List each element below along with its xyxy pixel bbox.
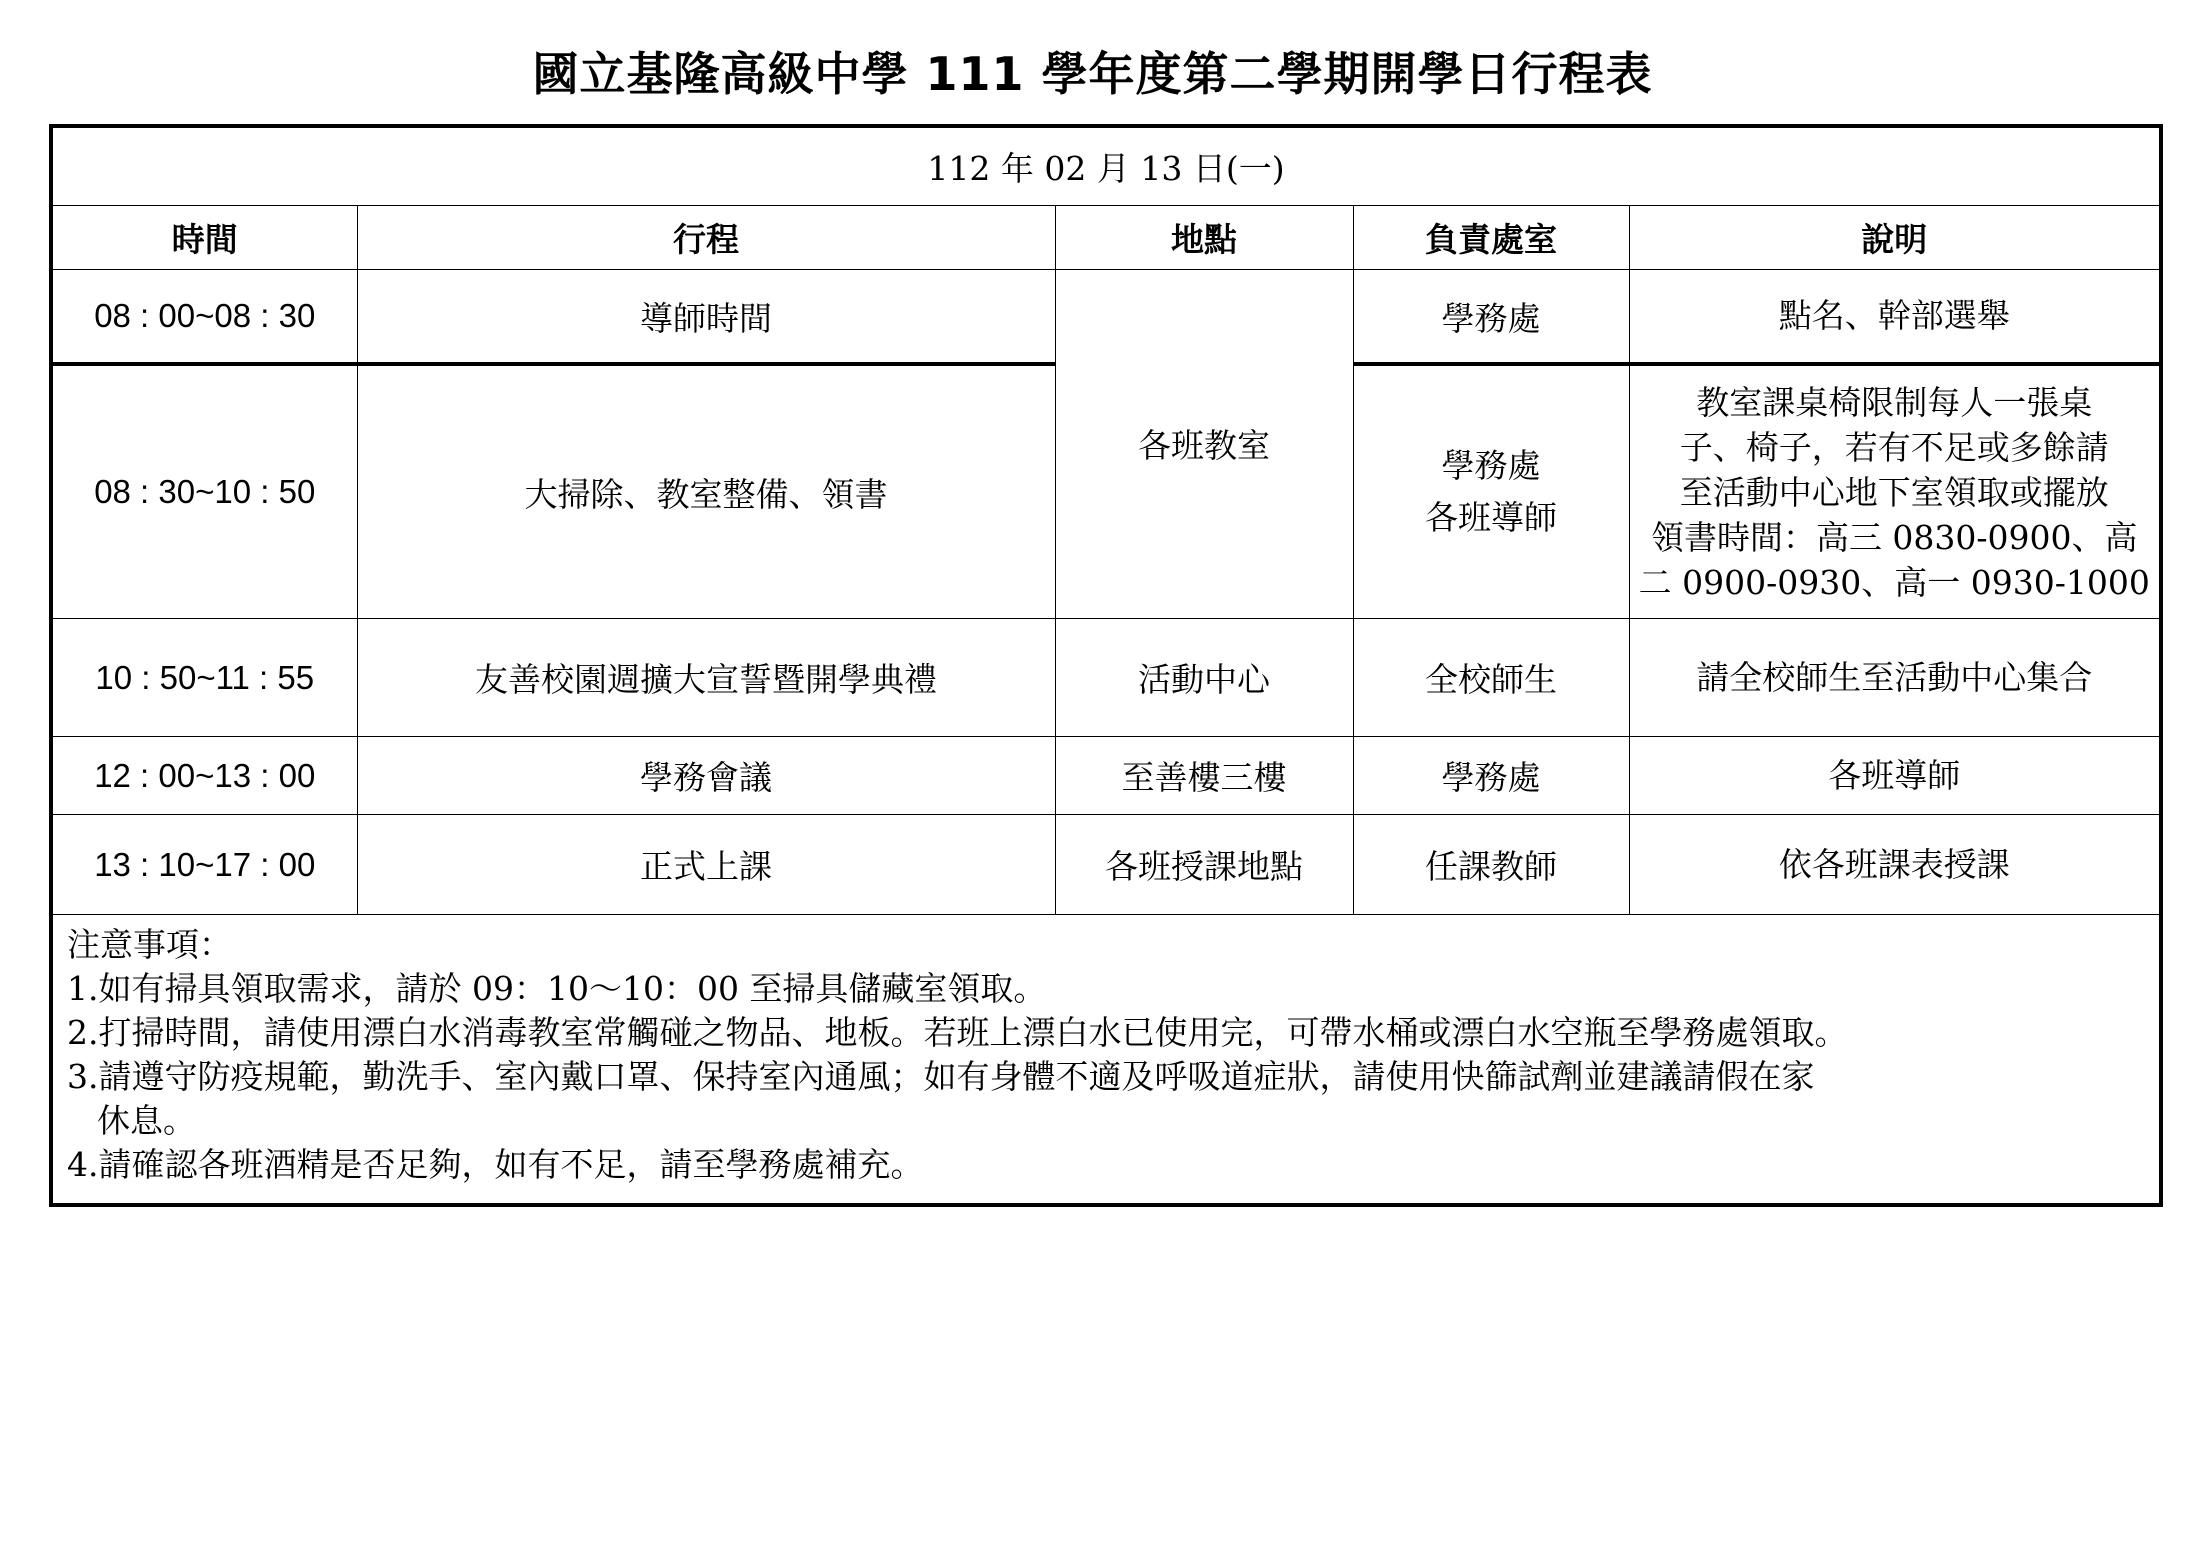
row-time: 08 : 30~10 : 50 <box>51 364 357 619</box>
note-line: 子、椅子，若有不足或多餘請 <box>1679 427 2109 467</box>
office-line: 學務處 <box>1441 446 1541 485</box>
row-office: 全校師生 <box>1353 619 1629 737</box>
notes-item: 2.打掃時間，請使用漂白水消毒教室常觸碰之物品、地板。若班上漂白水已使用完，可帶水桶或漂白水空瓶至學務處領取。 <box>67 1013 1848 1052</box>
note-line: 教室課桌椅限制每人一張桌 <box>1696 382 2093 422</box>
notes-item: 3.請遵守防疫規範，勤洗手、室內戴口罩、保持室內通風；如有身體不適及呼吸道症狀，請使用快篩試劑並建議請假在家 <box>67 1057 1815 1096</box>
row-activity: 友善校園週擴大宣誓暨開學典禮 <box>357 619 1055 737</box>
row-location: 至善樓三樓 <box>1055 737 1353 815</box>
header-office: 負責處室 <box>1353 206 1629 270</box>
row-office <box>1353 364 1629 619</box>
row-note: 請全校師生至活動中心集合 <box>1629 619 2161 737</box>
schedule-date: 112 年 02 月 13 日(一) <box>51 126 2161 206</box>
row-time: 13 : 10~17 : 00 <box>51 815 357 915</box>
row-note: 各班導師 <box>1629 737 2161 815</box>
schedule-table <box>49 124 2163 1207</box>
header-activity: 行程 <box>357 206 1055 270</box>
row-note: 依各班課表授課 <box>1629 815 2161 915</box>
row-location: 活動中心 <box>1055 619 1353 737</box>
notes-item: 4.請確認各班酒精是否足夠，如有不足，請至學務處補充。 <box>67 1145 924 1184</box>
row-office: 任課教師 <box>1353 815 1629 915</box>
header-location: 地點 <box>1055 206 1353 270</box>
note-line: 領書時間：高三 0830-0900、高 <box>1650 517 2138 557</box>
row-time: 10 : 50~11 : 55 <box>51 619 357 737</box>
notes-item: 1.如有掃具領取需求，請於 09：10～10：00 至掃具儲藏室領取。 <box>67 969 1047 1008</box>
header-note: 說明 <box>1629 206 2161 270</box>
row-activity: 學務會議 <box>357 737 1055 815</box>
table-row <box>51 619 2161 737</box>
row-activity: 大掃除、教室整備、領書 <box>357 364 1055 619</box>
notes-item-continuation: 休息。 <box>97 1101 196 1140</box>
note-line: 至活動中心地下室領取或擺放 <box>1679 472 2109 512</box>
row-time: 12 : 00~13 : 00 <box>51 737 357 815</box>
row-time: 08 : 00~08 : 30 <box>51 270 357 365</box>
page-title: 國立基隆高級中學 111 學年度第二學期開學日行程表 <box>532 47 1653 101</box>
header-time: 時間 <box>51 206 357 270</box>
note-line: 二 0900-0930、高一 0930-1000 <box>1638 562 2150 602</box>
row-office: 學務處 <box>1353 270 1629 365</box>
row-activity: 正式上課 <box>357 815 1055 915</box>
table-row <box>51 737 2161 815</box>
row-location: 各班授課地點 <box>1055 815 1353 915</box>
row-note: 點名、幹部選舉 <box>1629 270 2161 365</box>
office-line: 各班導師 <box>1425 498 1557 537</box>
notes-heading: 注意事項： <box>67 925 232 964</box>
notes-section <box>51 915 2161 1206</box>
row-location-merged: 各班教室 <box>1055 270 1353 619</box>
table-row <box>51 270 2161 365</box>
row-note <box>1629 364 2161 619</box>
table-row <box>51 815 2161 915</box>
row-activity: 導師時間 <box>357 270 1055 365</box>
row-office: 學務處 <box>1353 737 1629 815</box>
